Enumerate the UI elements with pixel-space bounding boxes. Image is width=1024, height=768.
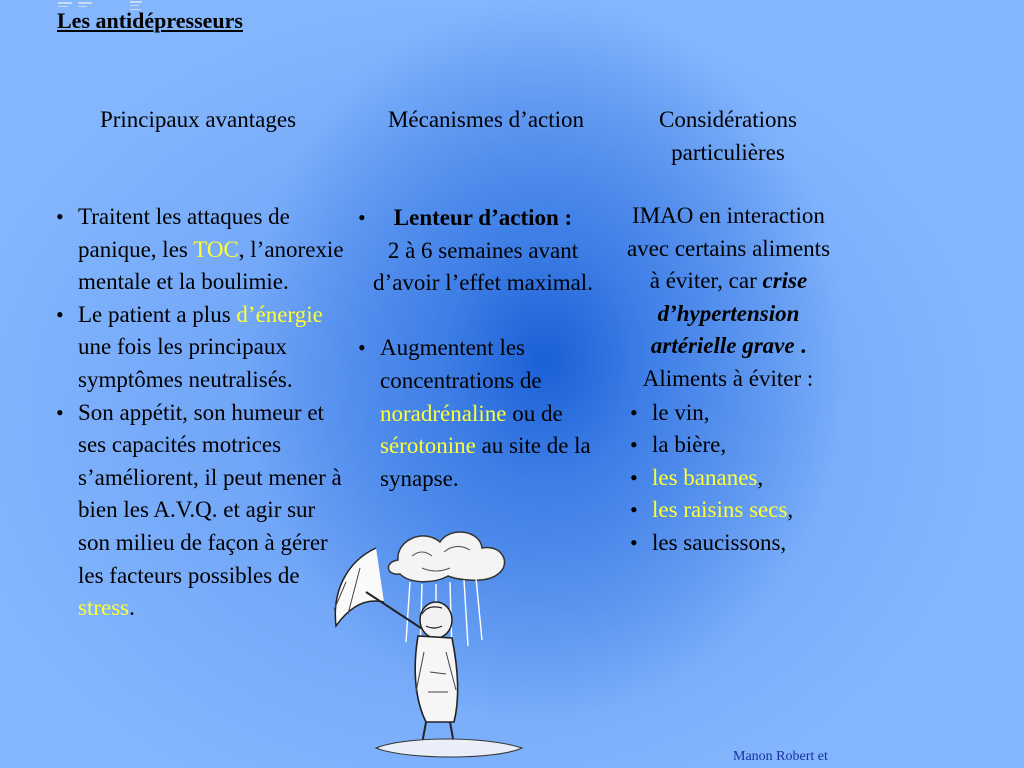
heading-advantages: Principaux avantages: [99, 107, 297, 132]
crisis-bold: crise d’hypertension artérielle grave: [650, 268, 808, 359]
mechanism-bold-label: Lenteur d’action :: [393, 205, 573, 230]
food-item: • les bananes,: [626, 462, 831, 495]
advantages-column: [52, 201, 344, 625]
imao-text: IMAO en interaction avec certains aliments à éviter, car crise d’hypertension artérielle grave .: [626, 203, 831, 359]
mechanisms-column: [354, 202, 612, 495]
advantage-item: • Le patient a plus d’énergie une fois les principaux symptômes neutralisés.: [52, 299, 344, 397]
highlight-serotonine: sérotonine: [380, 433, 476, 459]
page-title: Les antidépresseurs: [57, 8, 243, 33]
food-item: • les raisins secs,: [626, 494, 831, 527]
advantages-list: [52, 201, 344, 625]
highlight-stress: stress: [78, 595, 130, 621]
food-item: • le vin,: [626, 397, 831, 430]
foods-title: Aliments à éviter :: [642, 365, 814, 391]
mechanisms-list: [354, 202, 612, 495]
highlight-noradrenaline: noradrénaline: [380, 400, 507, 426]
rain-cloud-person-icon: [326, 522, 546, 762]
mechanism-item: • Lenteur d’action : 2 à 6 semaines avant d’avoir l’effet maximal.: [354, 202, 612, 300]
heading-mechanisms: Mécanismes d’action: [387, 107, 585, 132]
foods-list: [626, 397, 831, 560]
heading-considerations: Considérations particulières: [659, 107, 797, 165]
highlight-energie: d’énergie: [236, 301, 323, 327]
footer-credit: Manon Robert et: [733, 749, 828, 764]
considerations-column: [626, 200, 831, 560]
advantage-item: • Traitent les attaques de panique, les TOC, l’anorexie mentale et la boulimie.: [52, 201, 344, 299]
highlight-toc: TOC: [193, 236, 239, 262]
mechanism-item: • Augmentent les concentrations de noradrénaline ou de sérotonine au site de la synapse.: [354, 332, 612, 495]
advantage-item: • Son appétit, son humeur et ses capacités motrices s’améliorent, il peut mener à bien les A.V.Q. et agir sur son milieu de façon à gérer les facteurs possibles de stress.: [52, 397, 344, 625]
food-item: • les saucissons,: [626, 527, 831, 560]
food-item: • la bière,: [626, 429, 831, 462]
